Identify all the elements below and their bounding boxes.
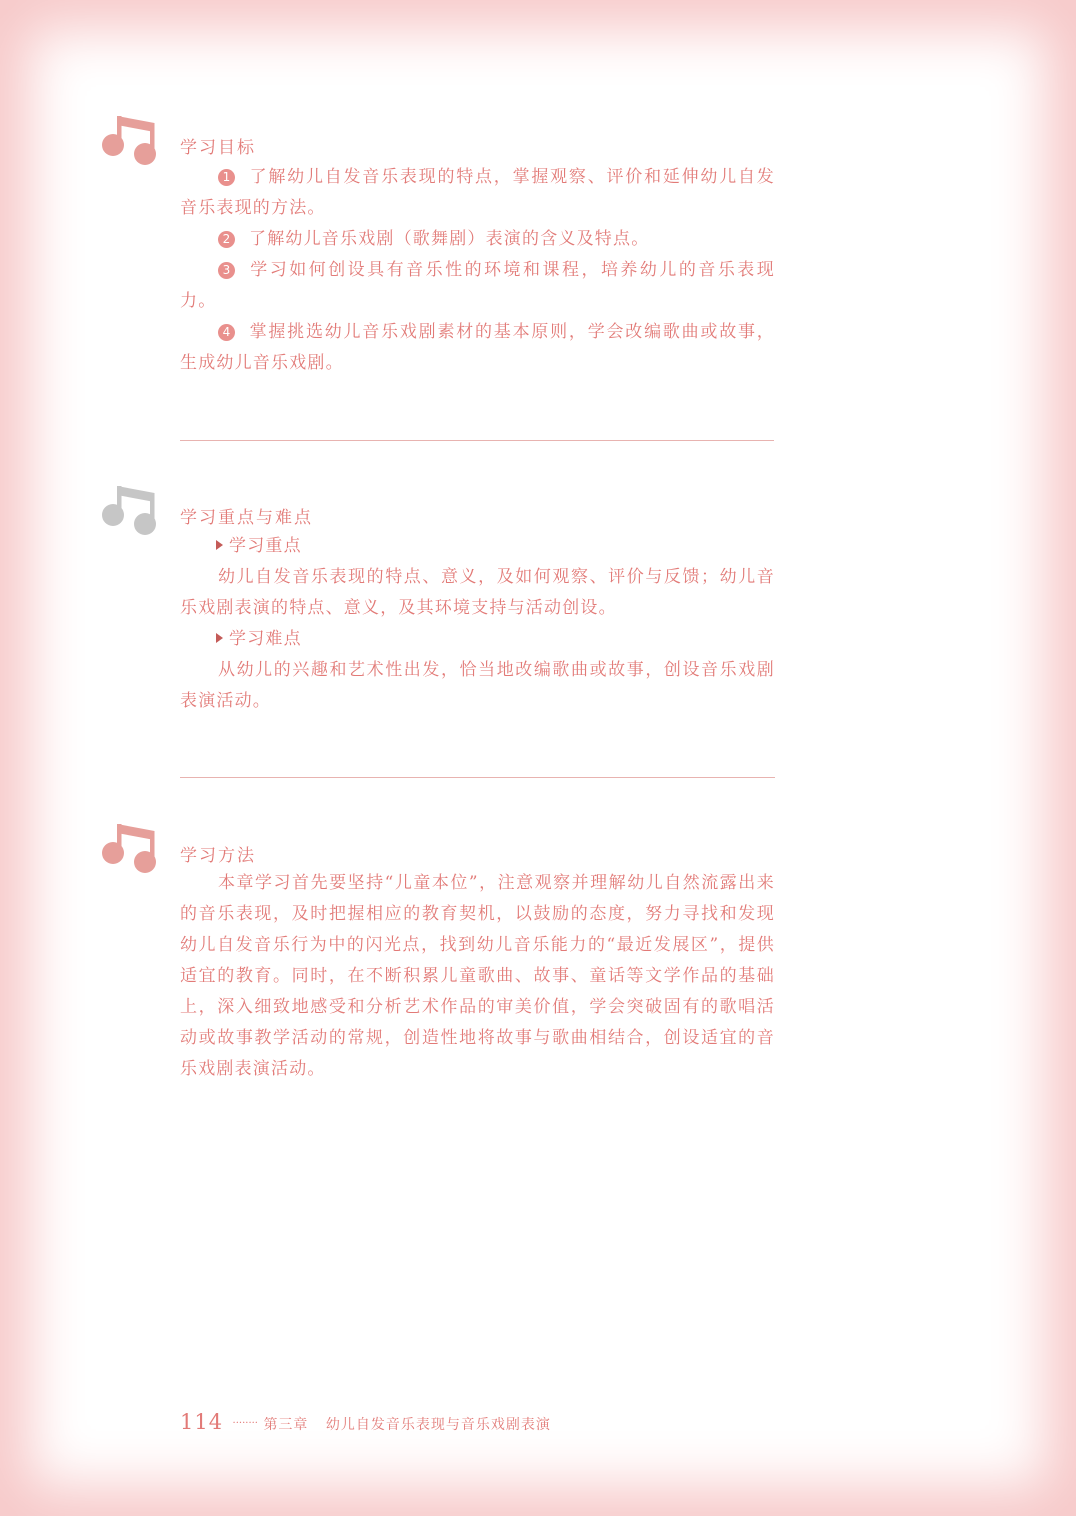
number-badge-4: 4 — [218, 324, 235, 341]
focus-title: 学习重点与难点 — [180, 508, 313, 528]
objective-text: 了解幼儿音乐戏剧（歌舞剧）表演的含义及特点。 — [249, 229, 650, 249]
difficult-points-heading: 学习难点 — [180, 624, 775, 655]
page-number: 114 — [180, 1410, 224, 1434]
key-points-text: 幼儿自发音乐表现的特点、意义，及如何观察、评价与反馈；幼儿音乐戏剧表演的特点、意义，及其环境支持与活动创设。 — [180, 567, 775, 618]
chapter-label: 第三章 — [263, 1417, 309, 1433]
number-badge-2: 2 — [218, 231, 235, 248]
objective-text: 掌握挑选幼儿音乐戏剧素材的基本原则，学会改编歌曲或故事，生成幼儿音乐戏剧。 — [180, 322, 775, 373]
divider — [180, 777, 775, 778]
key-points-heading: 学习重点 — [180, 531, 775, 562]
number-badge-3: 3 — [218, 262, 235, 279]
methods-text: 本章学习首先要坚持“儿童本位”，注意观察并理解幼儿自然流露出来的音乐表现，及时把握相应的教育契机，以鼓励的态度，努力寻找和发现幼儿自发音乐行为中的闪光点，找到幼儿音乐能力的“最近发展区”，提供适宜的教育。同时，在不断积累儿童歌曲、故事、童话等文学作品的基础上，深入细致地感受和分析艺术作品的审美价值，学会突破固有的歌唱活动或故事教学活动的常规，创造性地将故事与歌曲相结合，创设适宜的音乐戏剧表演活动。 — [180, 873, 775, 1079]
objective-item — [180, 255, 775, 317]
number-badge-1: 1 — [218, 169, 235, 186]
difficult-points-text: 从幼儿的兴趣和艺术性出发，恰当地改编歌曲或故事，创设音乐戏剧表演活动。 — [180, 660, 775, 711]
objective-text: 学习如何创设具有音乐性的环境和课程，培养幼儿的音乐表现力。 — [180, 260, 775, 311]
triangle-bullet-icon — [216, 540, 223, 550]
divider — [180, 440, 774, 441]
music-note-icon — [102, 818, 160, 876]
music-note-icon — [102, 480, 160, 538]
methods-title: 学习方法 — [180, 846, 256, 866]
objective-text: 了解幼儿自发音乐表现的特点，掌握观察、评价和延伸幼儿自发音乐表现的方法。 — [180, 167, 775, 218]
page-footer — [180, 1410, 551, 1434]
focus-content — [180, 531, 775, 717]
objective-item — [180, 162, 775, 224]
footer-dots: ········ — [232, 1418, 258, 1429]
objectives-list — [180, 162, 775, 379]
music-note-icon — [102, 110, 160, 168]
methods-content — [180, 868, 775, 1085]
objective-item — [180, 317, 775, 379]
objectives-title: 学习目标 — [180, 138, 256, 158]
triangle-bullet-icon — [216, 633, 223, 643]
chapter-title: 幼儿自发音乐表现与音乐戏剧表演 — [325, 1417, 551, 1433]
objective-item — [180, 224, 775, 255]
